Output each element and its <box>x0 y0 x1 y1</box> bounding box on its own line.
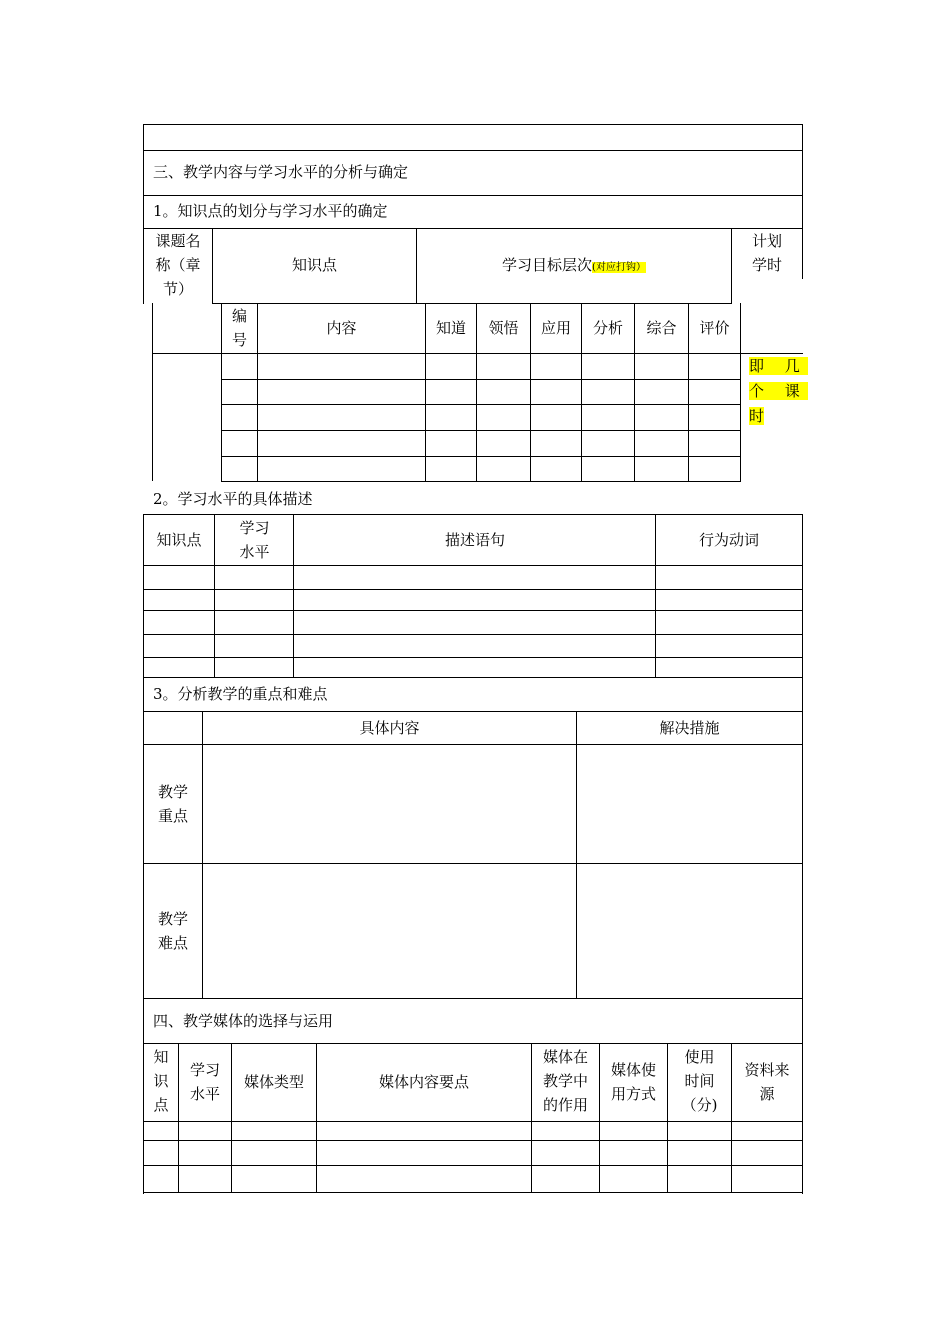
rule <box>143 610 803 611</box>
t4-level-header-line1: 学习 <box>189 1061 220 1079</box>
rule <box>143 1043 803 1044</box>
rule <box>143 863 803 864</box>
rule <box>802 514 803 1194</box>
plan-hours-note-line2: 个 课 <box>749 382 808 400</box>
t4-time-header-line3: （分) <box>681 1096 718 1114</box>
rule <box>212 303 732 304</box>
rule <box>231 1043 232 1193</box>
level-header-apply: 应用 <box>540 319 571 337</box>
rule <box>143 150 803 151</box>
rule <box>143 228 803 229</box>
rule <box>143 998 803 999</box>
goal-header <box>417 253 731 280</box>
focus-label-line1: 教学 <box>157 783 188 801</box>
rule <box>221 404 741 405</box>
rule <box>143 1121 803 1122</box>
rule <box>221 481 741 482</box>
rule <box>802 124 803 279</box>
t2-desc-header: 描述语句 <box>444 531 505 549</box>
rule <box>143 589 803 590</box>
t4-role-header-line1: 媒体在 <box>542 1048 588 1066</box>
t2-knowledge-header: 知识点 <box>156 531 202 549</box>
rule <box>221 379 741 380</box>
t4-role-header-line2: 教学中 <box>542 1072 588 1090</box>
rule <box>143 657 803 658</box>
rule <box>143 195 803 196</box>
rule <box>143 1165 803 1166</box>
t4-role-header-line3: 的作用 <box>542 1096 588 1114</box>
rule <box>143 124 144 304</box>
plan-header-line2: 学时 <box>751 256 782 274</box>
t4-time-header-line1: 使用 <box>684 1048 715 1066</box>
section-3-title: 三、教学内容与学习水平的分析与确定 <box>153 163 409 181</box>
t4-kp-header-line1: 知 <box>153 1048 169 1066</box>
goal-header-note: (对应打钩） <box>592 262 646 273</box>
rule <box>202 711 203 999</box>
t2-verb-header: 行为动词 <box>698 531 759 549</box>
t4-points-header: 媒体内容要点 <box>378 1073 469 1091</box>
rule <box>143 1192 803 1193</box>
level-header-know: 知道 <box>435 319 466 337</box>
num-header-line2: 号 <box>231 331 247 349</box>
t4-method-header-line2: 用方式 <box>610 1085 656 1103</box>
rule <box>576 711 577 999</box>
num-header-line1: 编 <box>231 307 247 325</box>
level-header-evaluate: 评价 <box>699 319 730 337</box>
chapter-header-line2: 称（章 <box>155 256 201 274</box>
difficulty-label-line2: 难点 <box>157 934 188 952</box>
subsection-3-title: 3。分析教学的重点和难点 <box>153 685 328 703</box>
rule <box>316 1043 317 1193</box>
goal-header-text: 学习目标层次 <box>502 256 593 274</box>
knowledge-header: 知识点 <box>291 256 337 274</box>
rule <box>221 430 741 431</box>
rule <box>152 303 153 481</box>
level-header-synthesize: 综合 <box>646 319 677 337</box>
plan-hours-note-line3: 时 <box>749 407 765 425</box>
difficulty-label-line1: 教学 <box>157 910 188 928</box>
rule <box>143 124 803 125</box>
t4-kp-header-line2: 识 <box>153 1072 169 1090</box>
t2-level-header-line1: 学习 <box>239 519 270 537</box>
rule <box>143 744 803 745</box>
t4-type-header: 媒体类型 <box>243 1073 304 1091</box>
rule <box>143 1140 803 1141</box>
rule <box>143 514 803 515</box>
rule <box>143 711 803 712</box>
level-header-comprehend: 领悟 <box>488 319 519 337</box>
rule <box>143 634 803 635</box>
t4-kp-header-line3: 点 <box>153 1096 169 1114</box>
t4-time-header-line2: 时间 <box>684 1072 715 1090</box>
rule <box>143 677 803 678</box>
focus-label-line2: 重点 <box>157 807 188 825</box>
level-header-analyze: 分析 <box>592 319 623 337</box>
t4-level-header-line2: 水平 <box>189 1085 220 1103</box>
rule <box>221 456 741 457</box>
plan-header-line1: 计划 <box>751 232 782 250</box>
chapter-header-line1: 课题名 <box>155 232 201 250</box>
t4-method-header-line1: 媒体使 <box>610 1061 656 1079</box>
t4-source-header-line1: 资料来 <box>744 1061 790 1079</box>
t3-content-header: 具体内容 <box>359 719 420 737</box>
content-header: 内容 <box>326 319 357 337</box>
t2-level-header-line2: 水平 <box>239 543 270 561</box>
section-4-title: 四、教学媒体的选择与运用 <box>153 1012 334 1030</box>
subsection-2-title: 2。学习水平的具体描述 <box>153 490 313 508</box>
t3-solution-header: 解决措施 <box>659 719 720 737</box>
chapter-header-line3: 节） <box>162 280 193 298</box>
subsection-1-title: 1。知识点的划分与学习水平的确定 <box>153 202 388 220</box>
rule <box>143 565 803 566</box>
t4-source-header-line2: 源 <box>759 1085 775 1103</box>
rule <box>152 353 803 354</box>
rule <box>731 228 732 304</box>
plan-hours-note-line1: 即 几 <box>749 357 808 375</box>
